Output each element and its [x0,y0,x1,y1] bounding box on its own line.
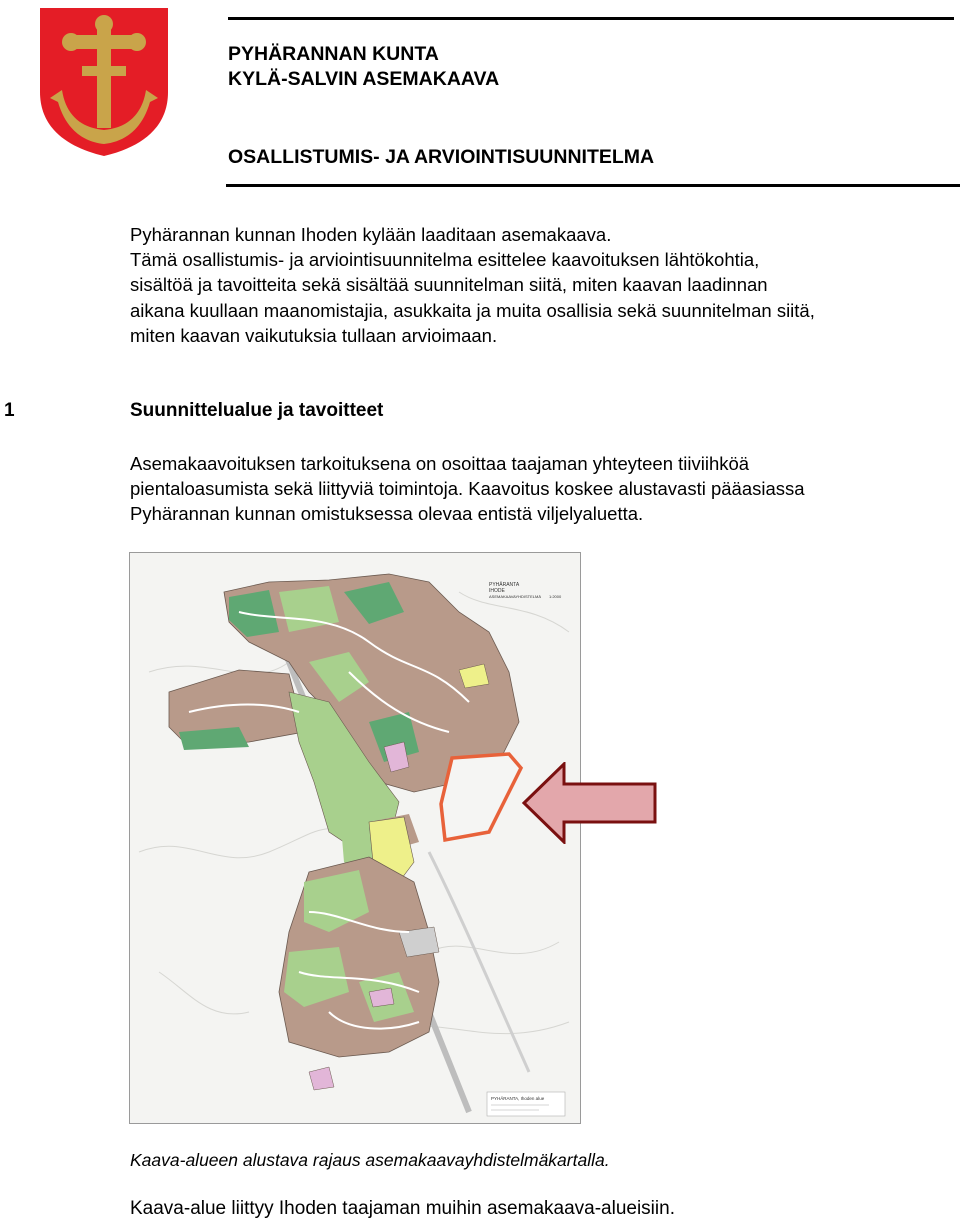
plan-title: KYLÄ-SALVIN ASEMAKAAVA [228,68,500,90]
intro-line: sisältöä ja tavoitteita sekä sisältää suunnitelman siitä, miten kaavan laadinnan [130,274,768,296]
header-top-rule [228,17,954,20]
section-line: Asemakaavoituksen tarkoituksena on osoittaa taajaman yhteyteen tiiviihköä [130,453,750,474]
intro-line: miten kaavan vaikutuksia tullaan arvioimaan. [130,324,498,346]
section-line: Pyhärannan kunnan omistuksessa olevaa entistä viljelyaluetta. [130,503,644,525]
intro-line: Pyhärannan kunnan Ihoden kylään laaditaan asemakaava. [130,224,612,245]
municipality-title: PYHÄRANNAN KUNTA [228,43,439,65]
coat-of-arms-logo [38,6,170,158]
section-paragraph [130,451,950,527]
closing-paragraph: Kaava-alue liittyy Ihoden taajaman muihin asemakaava-alueisiin. [130,1198,675,1219]
header-bottom-rule [226,184,960,187]
left-arrow-icon [520,762,660,844]
section-number: 1 [4,400,15,421]
map-caption: Kaava-alueen alustava rajaus asemakaavayhdistelmäkartalla. [130,1150,610,1170]
intro-line: Tämä osallistumis- ja arviointisuunnitelma esittelee kaavoituksen lähtökohtia, [130,249,760,271]
map-title-line: ASEMAKAAVAYHDISTELMÄ [489,594,542,599]
map-title-line: IHODE [489,588,505,594]
document-title: OSALLISTUMIS- JA ARVIOINTISUUNNITELMA [228,146,655,168]
map-title-line: PYHÄRANTA [489,582,520,588]
plan-map-image [129,552,581,1124]
map-legend-title: PYHÄRANTA, Ihoden alue [491,1096,545,1101]
map-scale: 1:2000 [549,594,562,599]
section-line: pientaloasumista sekä liittyviä toimintoja. Kaavoitus koskee alustavasti pääasiassa [130,478,805,500]
intro-paragraph [130,222,950,348]
intro-line: aikana kuullaan maanomistajia, asukkaita ja muita osallisia sekä suunnitelman siitä, [130,299,815,321]
section-heading: Suunnittelualue ja tavoitteet [130,400,384,421]
